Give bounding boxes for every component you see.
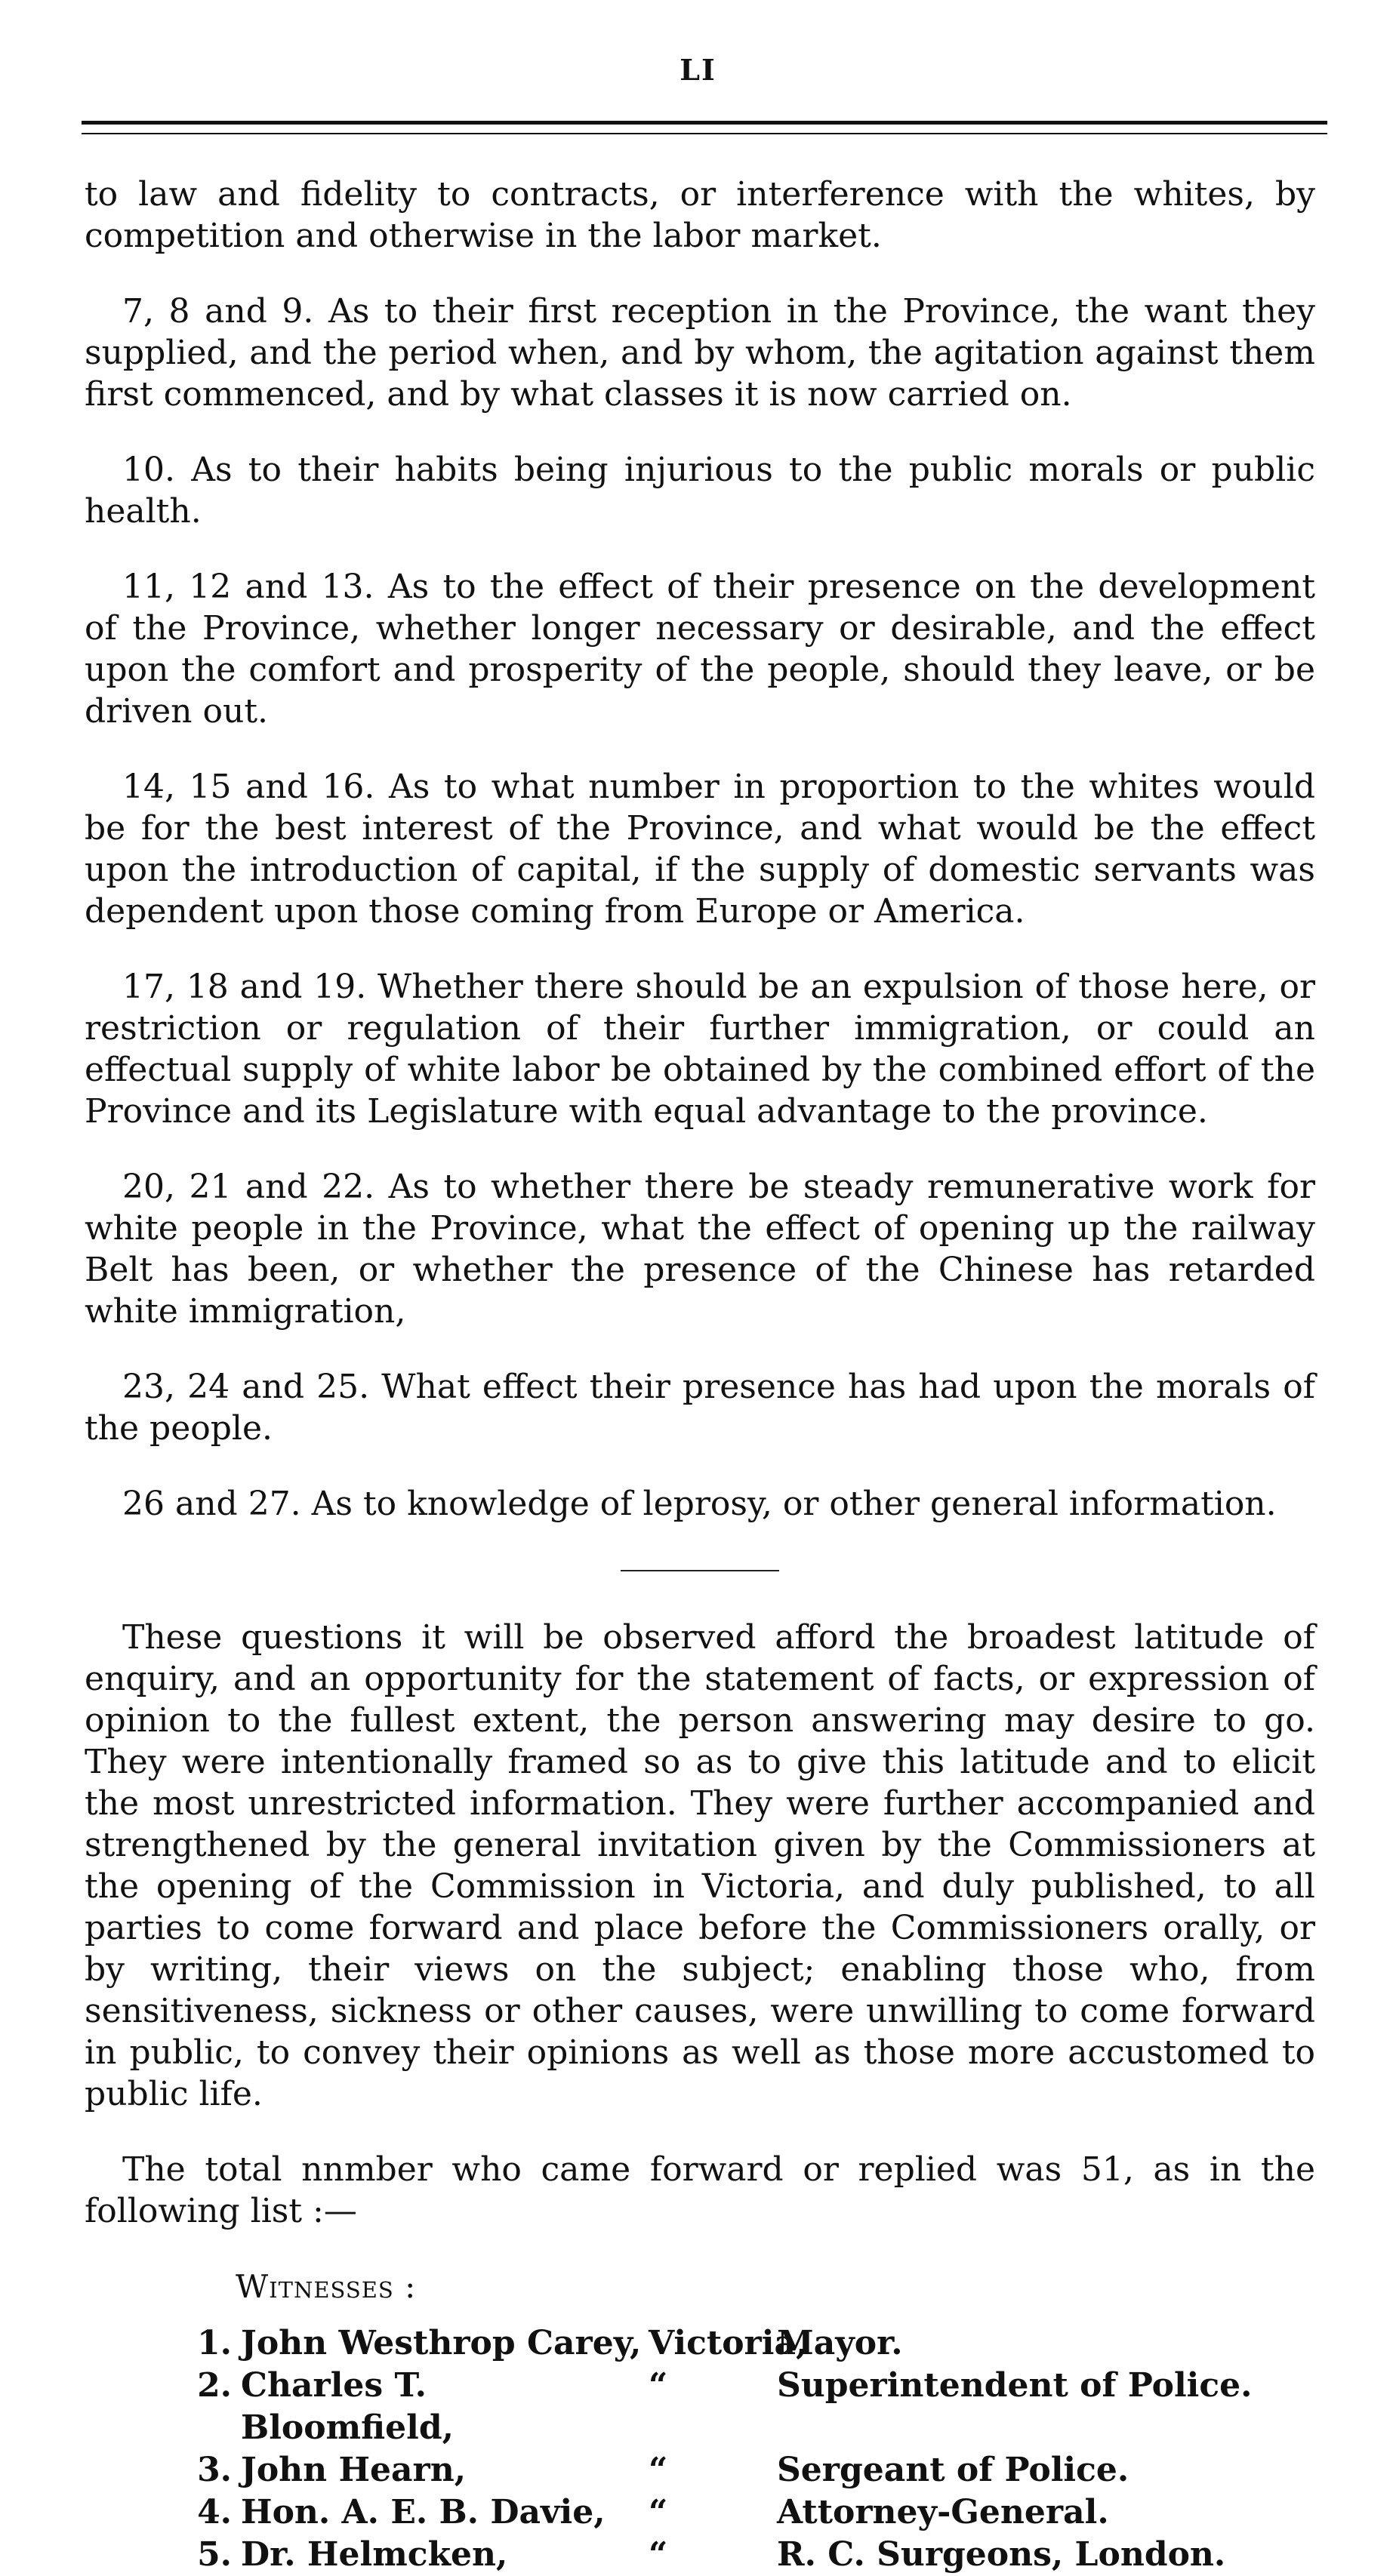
question-group-11-13: 11, 12 and 13. As to the effect of their presence on the development of the Province, whether longer necessary or desirable, and the effect upon the comfort and prosperity of the people, should they leave, or be driven out. (85, 568, 1315, 731)
witness-name: Hon. A. E. B. Davie, (241, 2493, 606, 2531)
page-number: LI (680, 53, 716, 87)
witness-place: “ (649, 2493, 668, 2531)
witness-role: Mayor. (777, 2324, 903, 2362)
witness-role: Sergeant of Police. (777, 2451, 1129, 2489)
witness-row (85, 2449, 1315, 2491)
witness-place: Victoria, (649, 2324, 808, 2362)
body-paragraph-latitude: These questions it will be observed afford the broadest latitude of enquiry, and an opportunity for the statement of facts, or expression of opinion to the fullest extent, the person answering may desire to go. They were intentionally framed so as to give this latitude and to elicit the most unrestricted information. They were further accompanied and strengthened by the general invitation given by the Commissioners at the opening of the Commission in Victoria, and duly published, to all parties to come forward and place before the Commissioners orally, or by writing, their views on the subject; enabling those who, from sensitiveness, sickness or other causes, were unwilling to come forward in public, to convey their opinions as well as those more accustomed to public life. (85, 1618, 1315, 2113)
question-group-7-9: 7, 8 and 9. As to their first reception in the Province, the want they supplied, and the period when, and by whom, the agitation against them first commenced, and by what classes it is now carried on. (85, 292, 1315, 414)
witness-row (85, 2322, 1315, 2365)
paragraph-continuation: to law and fidelity to contracts, or interference with the whites, by competition and otherwise in the labor market. (85, 175, 1315, 255)
witness-number: 1. (197, 2324, 232, 2362)
witness-number: 3. (197, 2451, 232, 2489)
witness-name: John Westhrop Carey, (241, 2324, 642, 2362)
witness-number: 4. (197, 2493, 232, 2531)
witnesses-heading: Witnesses : (236, 2268, 417, 2305)
question-group-17-19: 17, 18 and 19. Whether there should be an expulsion of those here, or restriction or regulation of their further immigration, or could an effectual supply of white labor be obtained by the combined effort of the Province and its Legislature with equal advantage to the province. (85, 968, 1315, 1131)
header-rule-thin (82, 133, 1327, 134)
header-rule-thick (82, 121, 1327, 125)
witness-role: Attorney-General. (777, 2493, 1109, 2531)
witness-role: Superintendent of Police. (777, 2366, 1253, 2405)
witness-place: “ (649, 2535, 668, 2574)
witness-number: 2. (197, 2366, 232, 2405)
question-group-23-25: 23, 24 and 25. What effect their presence has had upon the morals of the people. (85, 1368, 1315, 1448)
witness-place: “ (649, 2451, 668, 2489)
question-group-26-27: 26 and 27. As to knowledge of leprosy, or other general information. (122, 1485, 1277, 1523)
question-group-10: 10. As to their habits being injurious to the public morals or public health. (85, 451, 1315, 531)
section-divider (621, 1570, 779, 1571)
page-content (85, 174, 1315, 2576)
question-group-20-22: 20, 21 and 22. As to whether there be steady remunerative work for white people in the Province, what the effect of opening up the railway Belt has been, or whether the presence of the Chinese has retarded white immigration, (85, 1168, 1315, 1331)
witness-place: “ (649, 2366, 668, 2405)
witness-name: Charles T. Bloomfield, (241, 2366, 454, 2447)
witness-name: John Hearn, (241, 2451, 467, 2489)
witness-list (85, 2322, 1315, 2576)
witness-row (85, 2491, 1315, 2534)
question-group-14-16: 14, 15 and 16. As to what number in proportion to the whites would be for the best interest of the Province, and what would be the effect upon the introduction of capital, if the supply of domestic servants was dependent upon those coming from Europe or America. (85, 768, 1315, 931)
witness-row (85, 2534, 1315, 2576)
body-paragraph-total: The total nnmber who came forward or replied was 51, as in the following list :— (85, 2150, 1315, 2230)
witness-number: 5. (197, 2535, 232, 2574)
witness-role: R. C. Surgeons, London. (777, 2535, 1226, 2574)
witness-row (85, 2365, 1315, 2449)
witness-name: Dr. Helmcken, (241, 2535, 508, 2574)
